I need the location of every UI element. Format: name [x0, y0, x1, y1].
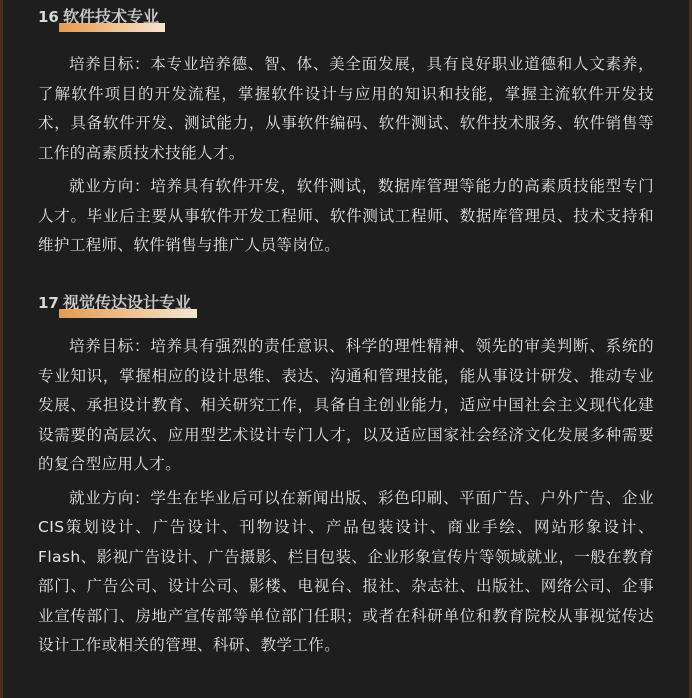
training-goal-label: 培养目标：: [69, 337, 151, 355]
section-software-technology: [38, 6, 654, 265]
training-goal-paragraph: [38, 332, 654, 480]
career-direction-text: 培养具有软件开发，软件测试，数据库管理等能力的高素质技能型专门人才。毕业后主要从事软件开发工程师、软件测试工程师、数据库管理员、技术支持和维护工程师、软件销售与推广人员等岗位。: [38, 177, 654, 254]
career-direction-paragraph: [38, 484, 654, 661]
section-title-wrap: [63, 6, 159, 32]
training-goal-text: 本专业培养德、智、体、美全面发展，具有良好职业道德和人文素养，了解软件项目的开发流程，掌握软件设计与应用的知识和技能，掌握主流软件开发技术，具备软件开发、测试能力，从事软件编码、软件测试、软件技术服务、软件销售等工作的高素质技术技能人才。: [38, 55, 654, 162]
career-direction-paragraph: [38, 172, 654, 261]
career-direction-text: 学生在毕业后可以在新闻出版、彩色印刷、平面广告、户外广告、企业CIS策划设计、广告设计、刊物设计、产品包装设计、商业手绘、网站形象设计、Flash、影视广告设计、广告摄影、栏目包装、企业形象宣传片等领域就业，一般在教育部门、广告公司、设计公司、影楼、电视台、报社、杂志社、出版社、网络公司、企事业宣传部门、房地产宣传部等单位部门任职；或者在科研单位和教育院校从事视觉传达设计工作或相关的管理、科研、教学工作。: [38, 488, 654, 654]
training-goal-paragraph: [38, 50, 654, 168]
section-heading: [38, 292, 654, 322]
career-direction-label: 就业方向：: [69, 177, 151, 195]
section-title-wrap: [63, 292, 191, 318]
section-title: 软件技术专业: [63, 7, 160, 26]
section-number: 16: [38, 8, 59, 26]
section-title: 视觉传达设计专业: [63, 293, 192, 312]
training-goal-label: 培养目标：: [69, 55, 151, 73]
section-heading: [38, 6, 654, 36]
section-visual-communication-design: [38, 292, 654, 665]
training-goal-text: 培养具有强烈的责任意识、科学的理性精神、领先的审美判断、系统的专业知识，掌握相应的设计思维、表达、沟通和管理技能，能从事设计研发、推动专业发展、承担设计教育、相关研究工作，具备自主创业能力，适应中国社会主义现代化建设需要的高层次、应用型艺术设计专门人才，以及适应国家社会经济文化发展多种需要的复合型应用人才。: [38, 337, 654, 473]
career-direction-label: 就业方向：: [69, 488, 151, 507]
section-number: 17: [38, 294, 59, 312]
